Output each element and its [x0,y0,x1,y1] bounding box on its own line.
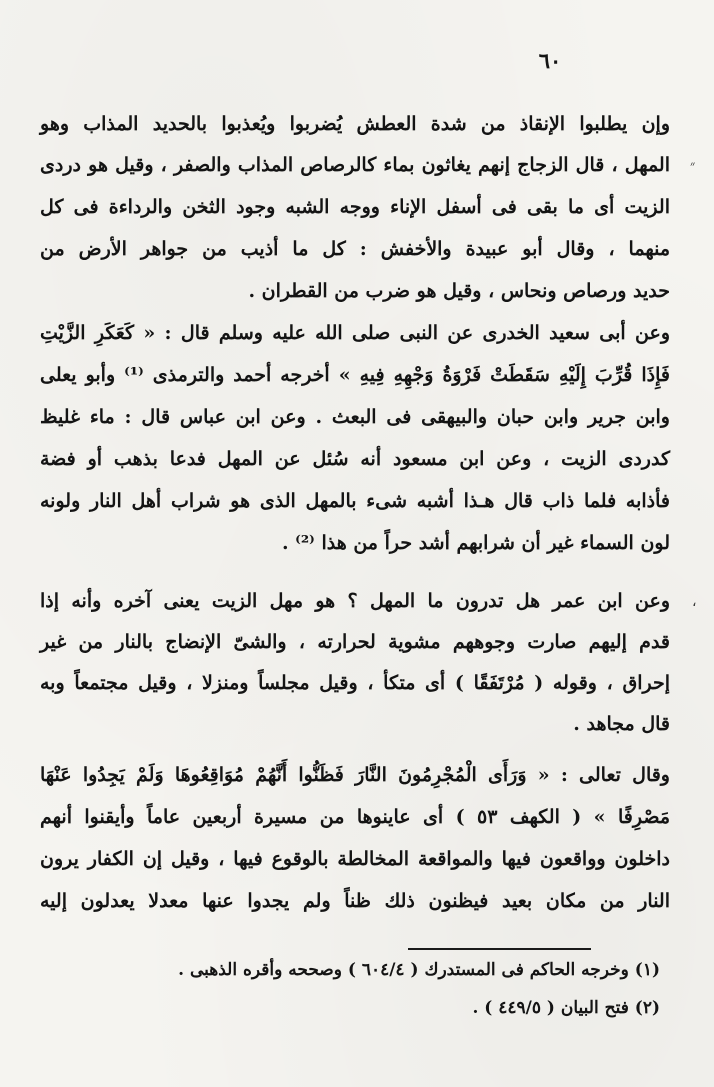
page-number: ٦٠ [538,48,562,73]
body-line: منهما ، وقال أبو عبيدة والأخفش : كل ما أذيب من جواهر الأرض من [40,238,670,260]
body-line: وإن يطلبوا الإنقاذ من شدة العطش يُضربوا ويُعذبوا بالحديد المذاب وهو [40,113,670,135]
margin-mark: ״ [690,158,696,174]
body-line: وقال تعالى : « وَرَأَى الْمُجْرِمُونَ النَّارَ فَظَنُّوا أَنَّهُمْ مُوَاقِعُوهَا وَلَمْ يَجِدُوا عَنْهَا [40,764,670,786]
body-line: وابن جرير وابن حبان والبيهقى فى البعث . وعن ابن عباس قال : ماء غليظ [40,406,670,428]
body-line: النار من مكان بعيد فيظنون ذلك ظناً ولم يجدوا عنها معدلا يعدلون إليه [40,890,670,912]
body-line: الزيت أى ما بقى فى أسفل الإناء ووجه الشبه وجود الثخن والرداءة فى كل [40,196,670,218]
body-line: مَصْرِفًا » ( الكهف ٥٣ ) أى عاينوها من مسيرة أربعين عاماً وأيقنوا أنهم [40,806,670,828]
footnote-rule [408,948,591,950]
body-line: لون السماء غير أن شرابهم أشد حراً من هذا ⁽²⁾ . [281,532,670,554]
body-line: داخلون وواقعون فيها والمواقعة المخالطة بالوقوع فيها ، وقيل إن الكفار يرون [40,848,670,870]
body-line: قال مجاهد . [573,713,670,735]
body-line: المهل ، قال الزجاج إنهم يغاثون بماء كالرصاص المذاب والصفر ، وقيل هو دردى [40,154,670,176]
body-line: إحراق ، وقوله ( مُرْتَفَقًا ) أى متكأ ، وقيل مجلساً ومنزلا ، وقيل مجتمعاً وبه [40,672,670,694]
body-line: قدم إليهم صارت وجوههم مشوية لحرارته ، والشىّ الإنضاج بالنار من غير [40,631,670,653]
body-line: حديد ورصاص ونحاس ، وقيل هو ضرب من القطران . [248,280,670,302]
body-line: كدردى الزيت ، وعن ابن مسعود أنه سُئل عن المهل فدعا بذهب أو فضة [40,448,670,470]
footnote: (١) وخرجه الحاكم فى المستدرك ( ٦٠٤/٤ ) وصححه وأقره الذهبى . [178,960,660,980]
footnote: (٢) فتح البيان ( ٤٤٩/٥ ) . [472,998,660,1018]
body-line: فأذابه فلما ذاب قال هـذا أشبه شىء بالمهل الذى هو شراب أهل النار ولونه [40,490,670,512]
margin-mark: ، [692,594,697,610]
body-line: وعن أبى سعيد الخدرى عن النبى صلى الله عليه وسلم قال : « كَعَكَرِ الزَّيْتِ [40,322,670,344]
body-line: وعن ابن عمر هل تدرون ما المهل ؟ هو مهل الزيت يعنى آخره وأنه إذا [40,590,670,612]
body-line: فَإِذَا قُرِّبَ إِلَيْهِ سَقَطَتْ فَرْوَةُ وَجْهِهِ فِيهِ » أخرجه أحمد والترمذى ⁽¹⁾ وأبو يعلى [40,364,670,386]
